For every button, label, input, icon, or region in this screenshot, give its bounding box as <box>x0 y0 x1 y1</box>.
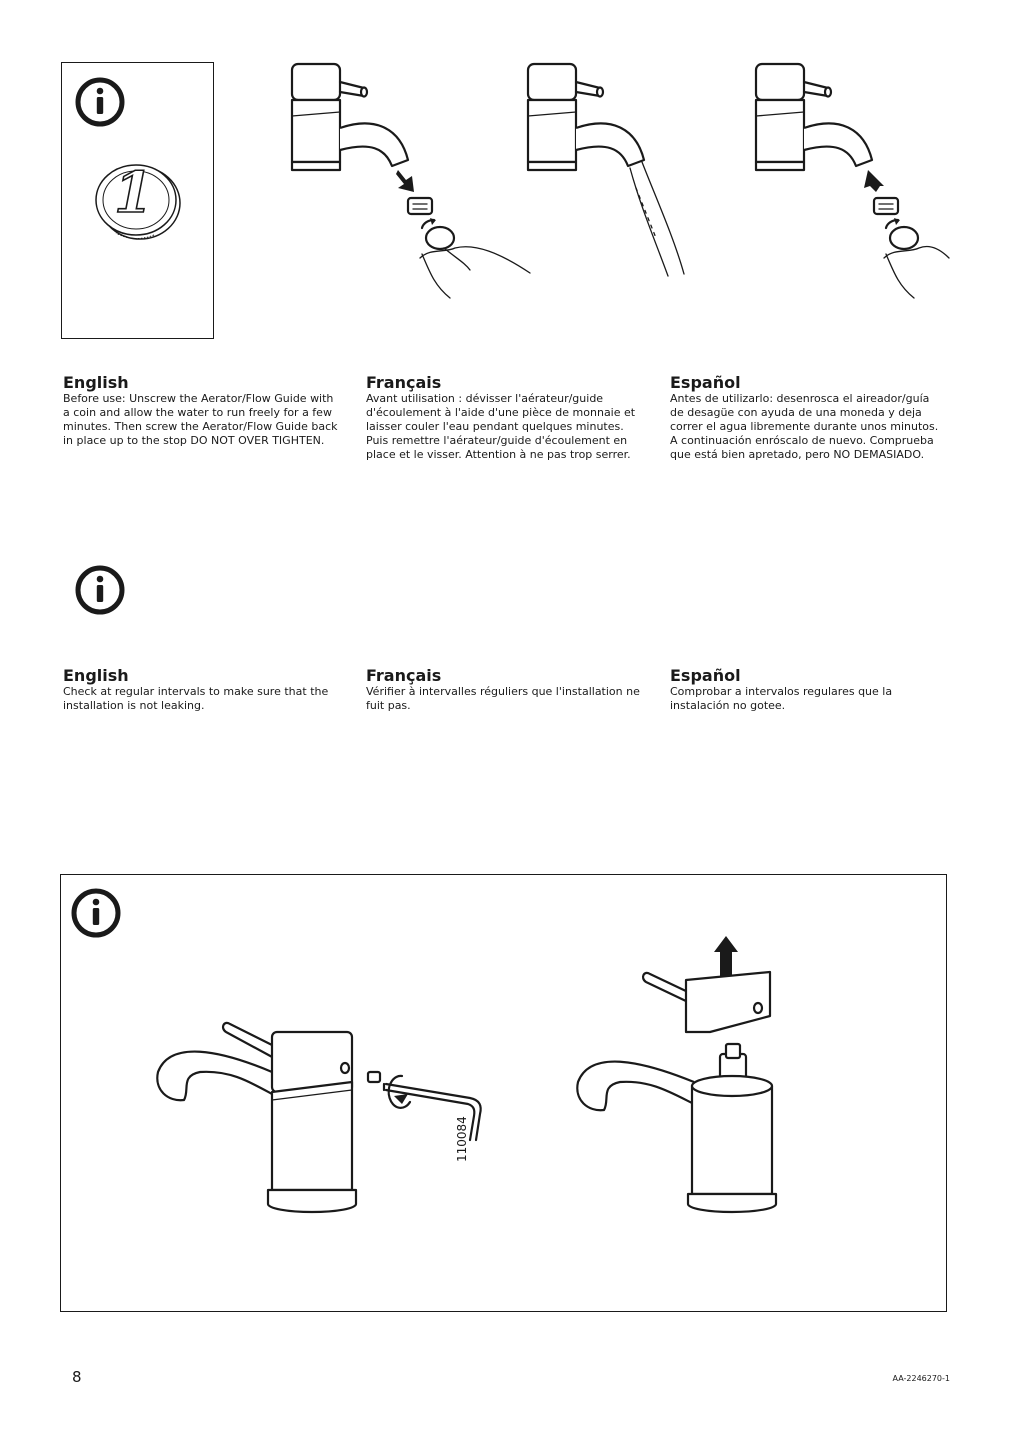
info-icon <box>74 564 126 616</box>
instruction-text: Check at regular intervals to make sure that the installation is not leaking. <box>63 685 329 712</box>
instruction-text: Antes de utilizarlo: desenrosca el aireador/guía de desagüe con ayuda de una moneda y deja correr el agua libremente durante unos minutos. A continuación enróscalo de nuevo. Comprueba que está bien apretado, pero NO DEMASIADO. <box>670 392 939 461</box>
instruction-text: Comprobar a intervalos regulares que la instalación no gotee. <box>670 685 893 712</box>
section1-french <box>366 374 651 462</box>
document-id: AA-2246270-1 <box>892 1374 950 1383</box>
info-icon <box>74 76 126 128</box>
instruction-text: Vérifier à intervalles réguliers que l'installation ne fuit pas. <box>366 685 640 712</box>
section2-french <box>366 667 651 713</box>
section1-spanish <box>670 374 955 462</box>
info-icon <box>70 887 122 939</box>
language-heading: English <box>63 666 129 685</box>
faucet-hex-key-illustration <box>150 1010 490 1230</box>
faucet-flushing-illustration <box>516 58 716 288</box>
faucet-handle-removed-illustration <box>570 930 810 1220</box>
section2-spanish <box>670 667 955 713</box>
hex-key-part-number: 110084 <box>455 1116 469 1162</box>
instruction-text: Before use: Unscrew the Aerator/Flow Guide with a coin and allow the water to run freely for a few minutes. Then screw the Aerator/Flow Guide back in place up to the stop DO NOT OVER TIGHTEN. <box>63 392 338 447</box>
faucet-screw-back-illustration <box>744 58 964 308</box>
language-heading: Français <box>366 373 442 392</box>
section1-english <box>63 374 348 448</box>
language-heading: Français <box>366 666 442 685</box>
page-number: 8 <box>72 1368 82 1386</box>
instruction-text: Avant utilisation : dévisser l'aérateur/guide d'écoulement à l'aide d'une pièce de monnaie et laisser couler l'eau pendant quelques minutes. Puis remettre l'aérateur/guide d'écoulement en place et le visser. Attention à ne pas trop serrer. <box>366 392 636 461</box>
language-heading: Español <box>670 373 741 392</box>
language-heading: Español <box>670 666 741 685</box>
language-heading: English <box>63 373 129 392</box>
faucet-unscrew-illustration <box>280 58 540 308</box>
coin-numeral: 1 <box>114 160 153 226</box>
section2-english <box>63 667 348 713</box>
